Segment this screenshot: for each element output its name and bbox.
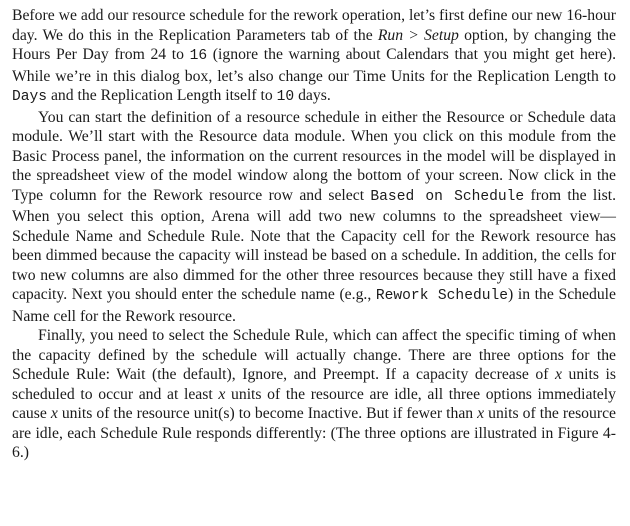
paragraph-2-text-a: You can start the definition of a resource schedule in either the Resource or Schedule data module. We’ll start with the Resource data module. When you click on this module from the Basic Process panel, the information on the current resources in the model will be displayed in the spreadsheet view of the model window along the bottom of your screen. Now click in the Type column for the Rework resource row and select [12,108,616,204]
time-units-value: Days [12,89,48,105]
paragraph-3 [12,326,616,463]
paragraph-3-text-a: Finally, you need to select the Schedule Rule, which can affect the specific timing of when the capacity defined by the schedule will actually change. There are three options for the Schedule Rule: Wait (the default), Ignore, and Preempt. If a capacity decrease of [12,327,616,383]
menu-path: Run > Setup [377,26,459,44]
paragraph-3-text-d: units of the resource unit(s) to become Inactive. But if fewer than [57,405,478,422]
paragraph-3-text-b: units is scheduled to occur and at least [12,366,616,403]
paragraph-2-text-c: ) in the Schedule Name cell for the Rework resource. [12,286,616,325]
variable-x-1: x [554,366,562,383]
paragraph-3-text-c: units of the resource are idle, all three options immediately cause [12,385,616,422]
paragraph-1 [12,6,616,108]
paragraph-1-text-e: days. [294,87,331,104]
document-page [12,6,616,463]
variable-x-2: x [218,385,226,403]
type-option-value: Based on Schedule [370,188,525,205]
paragraph-2 [12,108,616,327]
paragraph-2-text-b: from the list. When you select this option, Arena will add two new columns to the spreadsheet view—Schedule Name and Schedule Rule. Note that the Capacity cell for the Rework resource has been dimmed because the capacity will instead be based on a schedule. In addition, the cells for two new columns are also dimmed for the other three resources because they still have a fixed capacity. Next you should enter the schedule name (e.g., [12,186,617,303]
replication-length-value: 10 [276,89,295,105]
paragraph-3-text-e: units of the resource are idle, each Schedule Rule responds differently: (The three options are illustrated in Figure 4-6.) [12,405,617,461]
variable-x-3: x [50,405,58,422]
schedule-name-value: Rework Schedule [375,288,508,304]
variable-x-4: x [477,405,485,422]
hours-per-day-value: 16 [189,48,208,64]
paragraph-1-text-c: (ignore the warning about Calendars that you might get here). While we’re in this dialog box, let’s also change our Time Units for the Replication Length to [12,46,616,85]
paragraph-1-text-d: and the Replication Length itself to [47,87,277,104]
paragraph-1-text-a: Before we add our resource schedule for the rework operation, let’s first define our new 16-hour day. We do this in the Replication Parameters tab of the [12,7,616,44]
paragraph-1-text-b: option, by changing the Hours Per Day from 24 to [12,26,616,63]
